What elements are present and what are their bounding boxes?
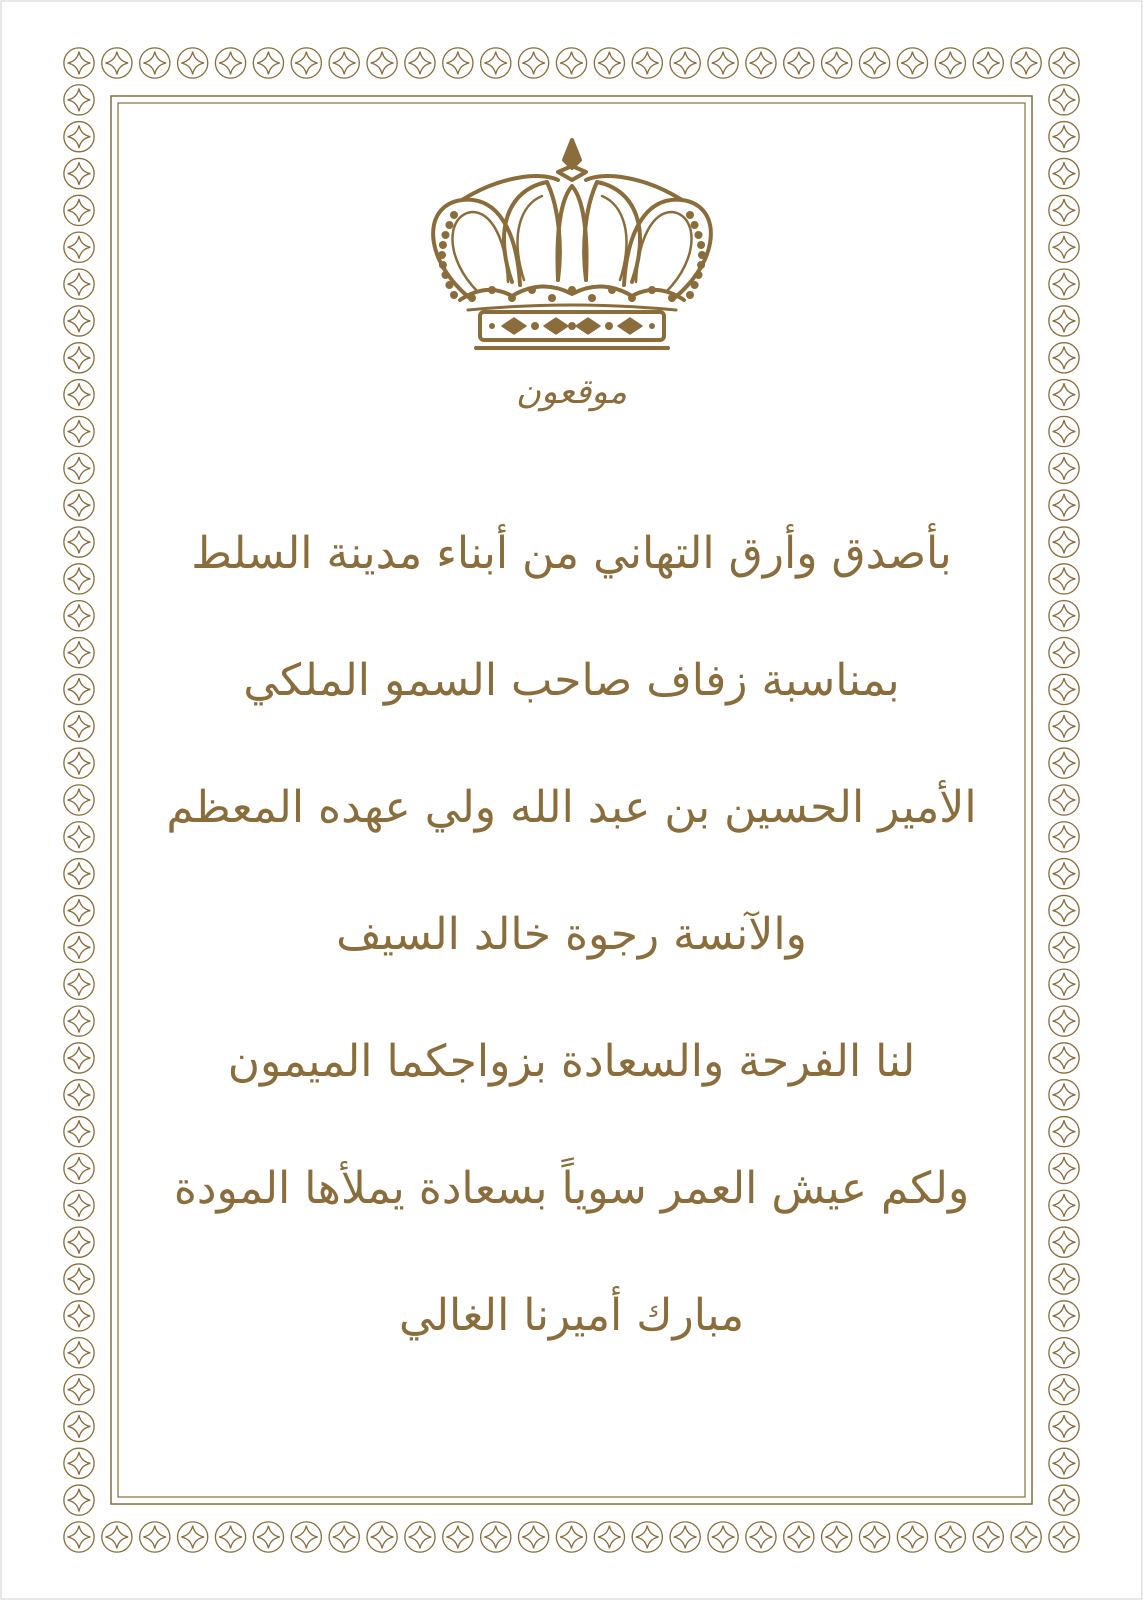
border-ornament	[64, 969, 94, 999]
border-ornament	[64, 1117, 94, 1147]
border-ornament	[215, 1522, 245, 1552]
border-ornament	[1049, 1522, 1079, 1552]
message-line-5: لنا الفرحة والسعادة بزواجكما الميمون	[227, 1036, 916, 1087]
border-ornament	[64, 601, 94, 631]
border-ornament	[443, 1522, 473, 1552]
border-ornament	[1049, 1301, 1079, 1331]
border-ornament	[1049, 969, 1079, 999]
border-ornament	[1049, 601, 1079, 631]
border-ornament	[1049, 1485, 1079, 1515]
border-ornament	[64, 1227, 94, 1257]
border-ornament	[405, 1522, 435, 1552]
border-ornament	[1049, 416, 1079, 446]
border-ornament	[1011, 1522, 1041, 1552]
border-ornament	[784, 48, 814, 78]
border-ornament	[64, 306, 94, 336]
border-ornament	[556, 1522, 586, 1552]
crown-icon	[433, 140, 711, 348]
border-ornament	[1049, 1411, 1079, 1441]
border-ornament	[215, 48, 245, 78]
border-ornament	[1049, 269, 1079, 299]
border-ornament	[1049, 785, 1079, 815]
border-ornament	[1049, 490, 1079, 520]
border-ornament	[329, 1522, 359, 1552]
border-ornament	[64, 1522, 94, 1552]
border-ornament	[64, 785, 94, 815]
border-ornament	[784, 1522, 814, 1552]
border-ornament	[1049, 1153, 1079, 1183]
border-ornament	[291, 48, 321, 78]
message-body	[160, 490, 983, 1379]
border-ornament	[822, 1522, 852, 1552]
border-ornament	[1049, 306, 1079, 336]
border-ornament	[64, 1264, 94, 1294]
border-ornament	[64, 85, 94, 115]
border-ornament	[64, 1448, 94, 1478]
border-ornament	[64, 895, 94, 925]
border-ornament	[1049, 232, 1079, 262]
border-ornament	[64, 637, 94, 667]
border-ornament	[1049, 895, 1079, 925]
border-ornament	[1049, 1374, 1079, 1404]
border-ornament	[1049, 674, 1079, 704]
border-ornament	[64, 1043, 94, 1073]
border-ornament	[859, 48, 889, 78]
border-ornament	[708, 48, 738, 78]
message-line-2: بمناسبة زفاف صاحب السمو الملكي	[243, 655, 900, 706]
border-ornament	[367, 1522, 397, 1552]
border-ornament	[64, 1153, 94, 1183]
border-ornament	[64, 932, 94, 962]
border-ornament	[1049, 711, 1079, 741]
border-ornament	[1011, 48, 1041, 78]
border-ornament	[140, 48, 170, 78]
border-ornament	[64, 232, 94, 262]
border-ornament	[253, 1522, 283, 1552]
border-ornament	[64, 1485, 94, 1515]
border-ornament	[746, 1522, 776, 1552]
border-ornament	[102, 48, 132, 78]
border-ornament	[1049, 527, 1079, 557]
border-ornament	[64, 1411, 94, 1441]
border-ornament	[1049, 158, 1079, 188]
border-ornament	[935, 48, 965, 78]
border-ornament	[1049, 48, 1079, 78]
border-ornament	[556, 48, 586, 78]
border-ornament	[632, 48, 662, 78]
border-ornament	[1049, 1227, 1079, 1257]
border-ornament	[64, 1301, 94, 1331]
border-ornament	[1049, 1080, 1079, 1110]
border-ornament	[897, 1522, 927, 1552]
border-ornament	[897, 48, 927, 78]
message-line-7: مبارك أميرنا الغالي	[398, 1290, 745, 1341]
message-line-1: بأصدق وأرق التهاني من أبناء مدينة السلط	[191, 528, 952, 579]
border-ornament	[1049, 1264, 1079, 1294]
border-ornament	[519, 48, 549, 78]
border-ornament	[102, 1522, 132, 1552]
border-ornament	[64, 564, 94, 594]
border-ornament	[291, 1522, 321, 1552]
border-ornament	[1049, 859, 1079, 889]
border-ornament	[1049, 637, 1079, 667]
border-ornament	[64, 158, 94, 188]
border-ornament	[1049, 1006, 1079, 1036]
border-ornament	[632, 1522, 662, 1552]
border-ornament	[1049, 564, 1079, 594]
border-ornament	[1049, 122, 1079, 152]
border-ornament	[1049, 932, 1079, 962]
border-ornament	[64, 1080, 94, 1110]
border-ornament	[670, 1522, 700, 1552]
border-ornament	[140, 1522, 170, 1552]
border-ornament	[481, 1522, 511, 1552]
border-ornament	[935, 1522, 965, 1552]
border-ornament	[1049, 1448, 1079, 1478]
border-ornament	[1049, 822, 1079, 852]
border-ornament	[64, 859, 94, 889]
border-ornament	[973, 1522, 1003, 1552]
message-line-4: والآنسة رجوة خالد السيف	[336, 909, 807, 960]
border-ornament	[253, 48, 283, 78]
border-ornament	[708, 1522, 738, 1552]
border-ornament	[64, 343, 94, 373]
border-ornament	[481, 48, 511, 78]
border-ornament	[64, 195, 94, 225]
border-ornament	[64, 1006, 94, 1036]
border-ornament	[1049, 1043, 1079, 1073]
border-ornament	[1049, 85, 1079, 115]
border-ornament	[329, 48, 359, 78]
border-ornament	[1049, 343, 1079, 373]
border-ornament	[178, 48, 208, 78]
border-ornament	[670, 48, 700, 78]
border-ornament	[64, 748, 94, 778]
border-ornament	[973, 48, 1003, 78]
message-line-3: الأمير الحسين بن عبد الله ولي عهده المعظم	[166, 782, 977, 833]
border-ornament	[594, 48, 624, 78]
signature-text: موقعون	[516, 372, 627, 412]
message-line-6: ولكم عيش العمر سوياً بسعادة يملأها المودة	[173, 1163, 970, 1214]
border-ornament	[746, 48, 776, 78]
border-ornament	[1049, 1190, 1079, 1220]
border-ornament	[594, 1522, 624, 1552]
border-ornament	[1049, 1338, 1079, 1368]
border-ornament	[178, 1522, 208, 1552]
border-ornament	[64, 269, 94, 299]
border-ornament	[64, 674, 94, 704]
border-ornament	[64, 1338, 94, 1368]
border-ornament	[64, 822, 94, 852]
border-ornament	[822, 48, 852, 78]
border-ornament	[64, 1190, 94, 1220]
border-ornament	[64, 1374, 94, 1404]
border-ornament	[1049, 453, 1079, 483]
border-ornament	[443, 48, 473, 78]
border-ornament	[859, 1522, 889, 1552]
border-ornament	[64, 527, 94, 557]
border-ornament	[64, 453, 94, 483]
border-ornament	[64, 416, 94, 446]
border-ornament	[64, 711, 94, 741]
border-ornament	[519, 1522, 549, 1552]
border-ornament	[64, 122, 94, 152]
border-ornament	[367, 48, 397, 78]
border-ornament	[1049, 748, 1079, 778]
border-ornament	[405, 48, 435, 78]
border-ornament	[64, 48, 94, 78]
border-ornament	[1049, 195, 1079, 225]
border-ornament	[1049, 1117, 1079, 1147]
border-ornament	[64, 490, 94, 520]
